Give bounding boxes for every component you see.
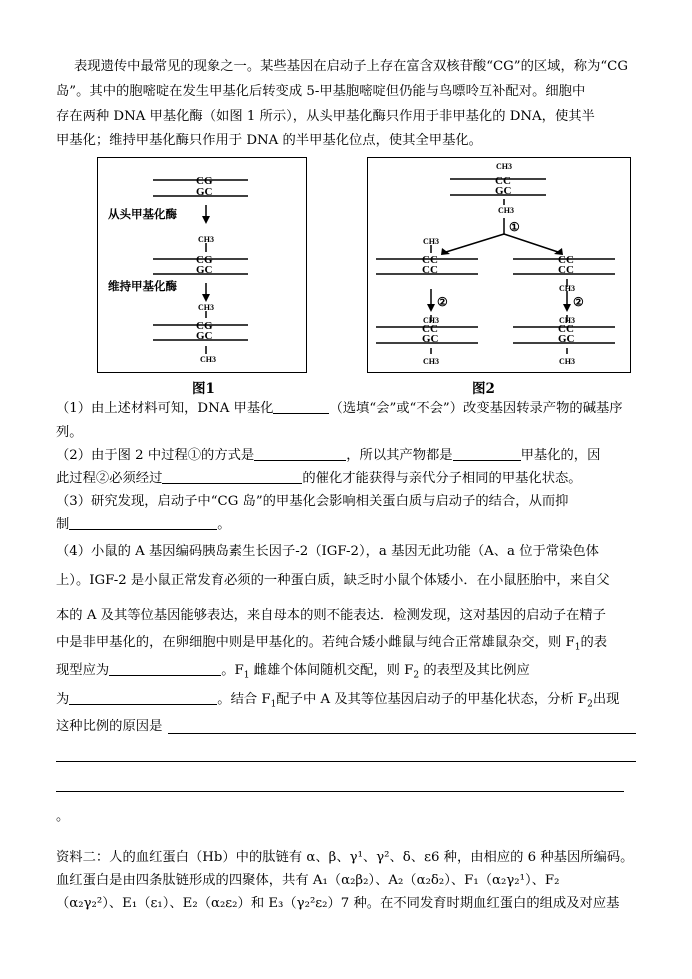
base-gc: GC: [196, 186, 213, 198]
methyl-group: CH3: [200, 355, 216, 364]
answer-blank[interactable]: [109, 661, 221, 676]
answer-blank[interactable]: [69, 690, 217, 705]
methyl-group: CH3: [198, 235, 214, 244]
answer-blank[interactable]: [254, 446, 346, 461]
step-1-marker: ①: [509, 220, 520, 234]
methyl-group: CH3: [559, 357, 575, 366]
answer-blank[interactable]: [162, 469, 302, 484]
step-2-marker: ②: [573, 295, 584, 309]
question-4-line-5: 现型应为 。$F_1$ 雌雄个体间随机交配，则 $F_2$ 的表型及其比例应: [56, 663, 530, 681]
question-3-cont: 制 。: [56, 517, 231, 532]
base-cc: CC: [495, 175, 511, 187]
material-2-line-3: （α₂γ₂²）、E₁（ε₁）、E₂（α₂ε₂）和 E₃（γ₂²ε₂）7 种。在不同发育时期血红蛋白的组成及对应基: [56, 896, 620, 911]
answer-blank[interactable]: [273, 399, 329, 414]
answer-blank[interactable]: [69, 515, 217, 530]
arrow-down-icon: [202, 216, 210, 224]
methyl-group: CH3: [423, 316, 439, 325]
base-cc: CC: [422, 323, 438, 335]
intro-line-1: 表现遗传中最常见的现象之一。某些基因在启动子上存在富含双核苷酸“CG”的区域，称为“CG: [74, 59, 628, 74]
base-gc: GC: [422, 333, 439, 345]
label-maintain-enzyme: 维持甲基化酶: [108, 281, 177, 293]
question-4-line-2: 上）。IGF-2 是小鼠正常发育必须的一种蛋白质，缺乏时小鼠个体矮小．在小鼠胚胎中，来自父: [56, 573, 610, 588]
question-3: （3）研究发现，启动子中“CG 岛”的甲基化会影响相关蛋白质与启动子的结合，从而抑: [56, 494, 569, 509]
base-gc: GC: [196, 264, 213, 276]
figure-1-diagram: [98, 158, 306, 372]
methyl-group: CH3: [496, 162, 512, 171]
base-gc: GC: [558, 333, 575, 345]
step-2-marker: ②: [437, 295, 448, 309]
base-gc: GC: [196, 330, 213, 342]
answer-line[interactable]: [168, 733, 636, 734]
intro-line-4: 甲基化；维持甲基化酶只作用于 DNA 的半甲基化位点，使其全甲基化。: [56, 133, 482, 148]
base-cc: CC: [422, 264, 438, 276]
question-2: （2）由于图 2 中过程①的方式是 ，所以其产物都是 甲基化的，因: [56, 448, 601, 463]
base-cg: CG: [196, 175, 213, 187]
base-cg: CG: [196, 254, 213, 266]
question-4-line-7: 这种比例的原因是: [56, 719, 163, 734]
label-denovo-enzyme: 从头甲基化酶: [108, 209, 177, 221]
dna-strands: [376, 179, 615, 354]
answer-line[interactable]: [56, 761, 636, 762]
answer-line[interactable]: [56, 791, 624, 792]
methyl-group: CH3: [498, 206, 514, 215]
figure-2-caption: 图2: [472, 381, 495, 397]
arrow-down-icon: [427, 304, 435, 312]
material-2-line-2: 血红蛋白是由四条肽链形成的四聚体，共有 A₁（α₂β₂）、A₂（α₂δ₂）、F₁（α₂γ₂¹）、F₂: [56, 873, 560, 888]
base-gc: GC: [495, 185, 512, 197]
intro-line-2: 岛”。其中的胞嘧啶在发生甲基化后转变成 5-甲基胞嘧啶但仍能与鸟嘌呤互补配对。细胞中: [56, 84, 586, 99]
methyl-group: CH3: [423, 357, 439, 366]
question-2-cont: 此过程②必须经过 的催化才能获得与亲代分子相同的甲基化状态。: [56, 471, 582, 486]
figure-2: [367, 157, 631, 373]
intro-line-3: 存在两种 DNA 甲基化酶（如图 1 所示），从头甲基化酶只作用于非甲基化的 DNA，使其半: [56, 109, 595, 124]
methyl-group: CH3: [559, 316, 575, 325]
figure-1: [97, 157, 307, 373]
base-cc: CC: [558, 254, 574, 266]
methyl-group: CH3: [423, 237, 439, 246]
base-cg: CG: [196, 320, 213, 332]
question-1-cont: 列。: [56, 425, 83, 440]
methyl-group: CH3: [198, 303, 214, 312]
methyl-group: CH3: [559, 284, 575, 293]
question-4-line-1: （4）小鼠的 A 基因编码胰岛素生长因子-2（IGF-2），a 基因无此功能（A、a 位于常染色体: [56, 544, 599, 559]
base-cc: CC: [422, 254, 438, 266]
figure-2-diagram: [368, 158, 630, 372]
arrow-down-icon: [202, 294, 210, 302]
base-cc: CC: [558, 323, 574, 335]
base-cc: CC: [558, 264, 574, 276]
question-1: （1）由上述材料可知，DNA 甲基化 （选填“会”或“不会”）改变基因转录产物的碱基序: [56, 401, 623, 416]
answer-blank[interactable]: [453, 446, 521, 461]
question-4-line-4: 中是非甲基化的，在卵细胞中则是甲基化的。若纯合矮小雌鼠与纯合正常雄鼠杂交，则 $F_1$的表: [56, 635, 608, 653]
question-4-line-6: 为 。结合 $F_1$配子中 A 及其等位基因启动子的甲基化状态，分析 $F_2$出现: [56, 692, 620, 710]
figure-1-caption: 图1: [192, 381, 215, 397]
end-mark: 。: [56, 809, 70, 824]
arrow-down-icon: [563, 304, 571, 312]
material-2-line-1: 资料二：人的血红蛋白（Hb）中的肽链有 α、β、γ¹、γ²、δ、ε6 种，由相应的 6 种基因所编码。: [56, 850, 634, 865]
question-4-line-3: 本的 A 及其等位基因能够表达，来自母本的则不能表达．检测发现，这对基因的启动子在精子: [56, 608, 606, 623]
